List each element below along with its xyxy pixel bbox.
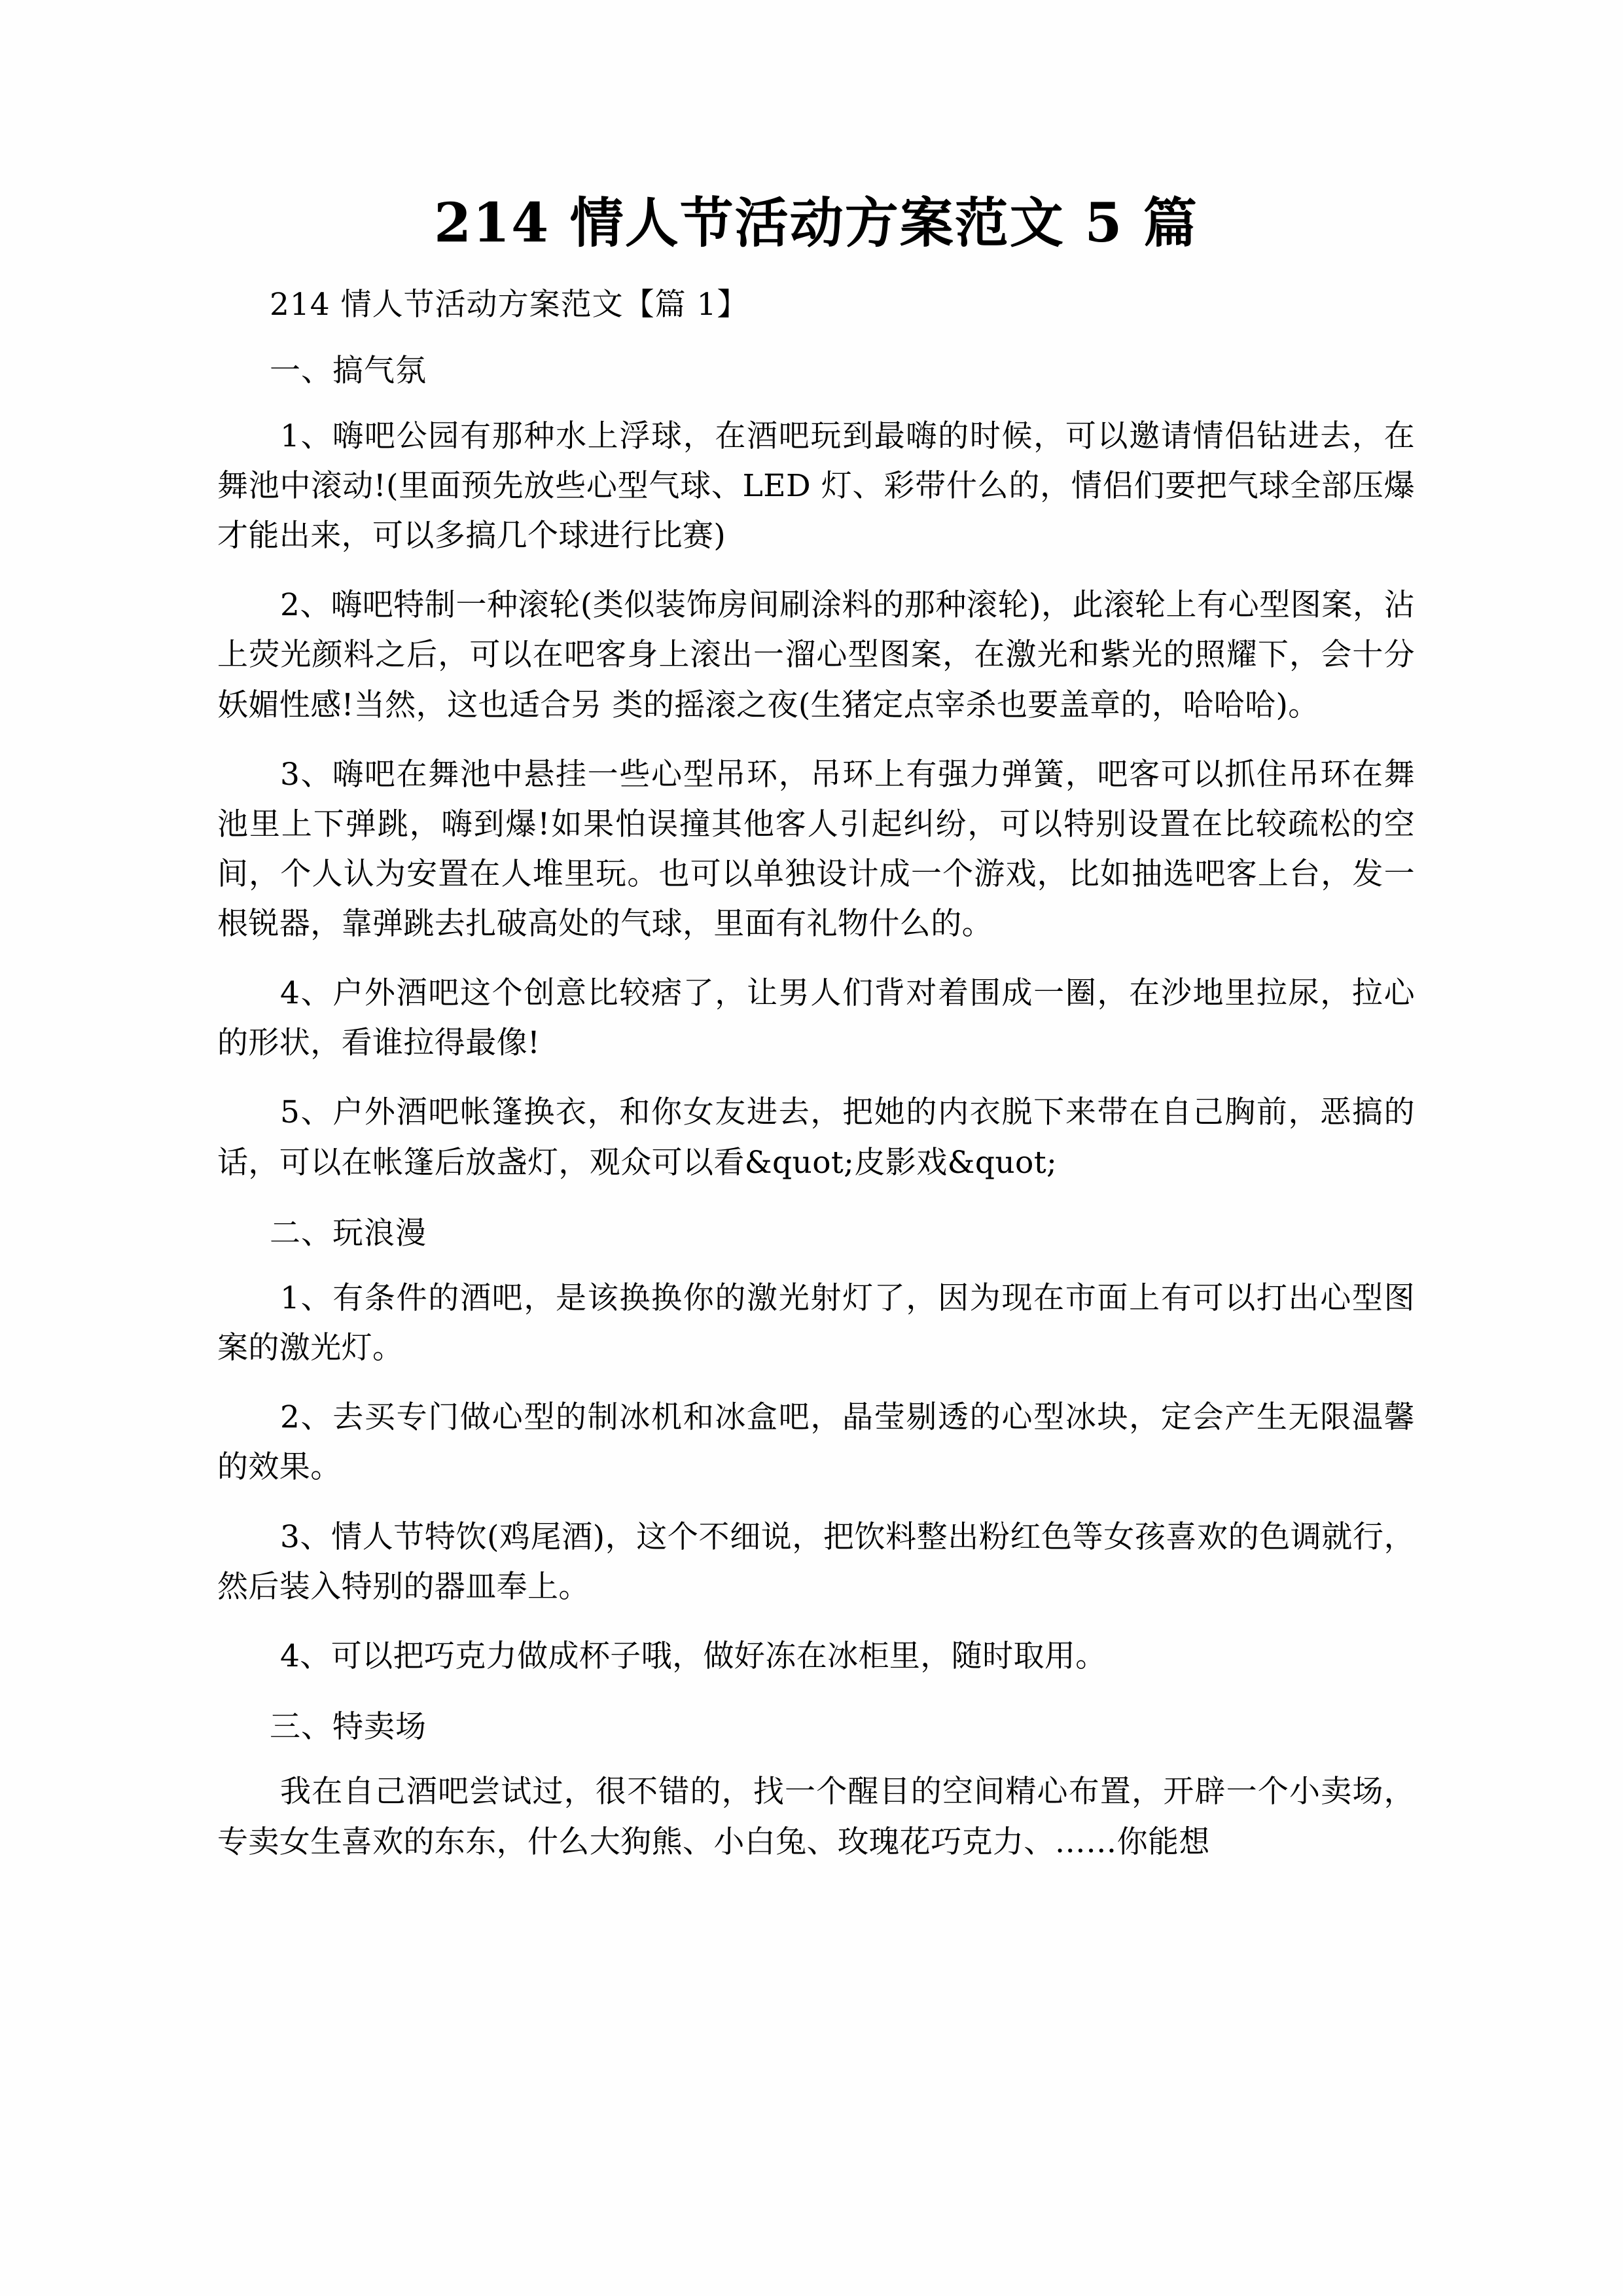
paragraph: 4、可以把巧克力做成杯子哦，做好冻在冰柜里，随时取用。 xyxy=(280,1638,1107,1674)
document-subtitle: 214 情人节活动方案范文【篇 1】 xyxy=(270,287,749,323)
paragraph: 5、户外酒吧帐篷换衣，和你女友进去，把她的内衣脱下来带在自己胸前，恶搞的话，可以在帐篷后放盏灯，观众可以看&quot;皮影戏&quot; xyxy=(217,1094,1415,1181)
paragraph: 1、有条件的酒吧，是该换换你的激光射灯了，因为现在市面上有可以打出心型图案的激光灯。 xyxy=(217,1280,1415,1367)
paragraph: 2、去买专门做心型的制冰机和冰盒吧，晶莹剔透的心型冰块，定会产生无限温馨的效果。 xyxy=(217,1399,1415,1486)
document-content-column xyxy=(217,0,1415,1867)
paragraph: 3、情人节特饮(鸡尾酒)，这个不细说，把饮料整出粉红色等女孩喜欢的色调就行，然后装入特别的器皿奉上。 xyxy=(217,1518,1415,1605)
paragraph: 2、嗨吧特制一种滚轮(类似装饰房间刷涂料的那种滚轮)，此滚轮上有心型图案，沾上荧光颜料之后，可以在吧客身上滚出一溜心型图案，在激光和紫光的照耀下，会十分妖媚性感!当然，这也适合另 类的摇滚之夜(生猪定点宰杀也要盖章的，哈哈哈)。 xyxy=(217,587,1415,723)
section-heading-1: 一、搞气氛 xyxy=(270,353,427,389)
paragraph: 我在自己酒吧尝试过，很不错的，找一个醒目的空间精心布置，开辟一个小卖场，专卖女生喜欢的东东，什么大狗熊、小白兔、玫瑰花巧克力、……你能想 xyxy=(217,1774,1415,1860)
section-heading-2: 二、玩浪漫 xyxy=(270,1215,427,1251)
section-heading-3: 三、特卖场 xyxy=(270,1708,427,1745)
page-title: 214 情人节活动方案范文 5 篇 xyxy=(434,192,1198,255)
paragraph: 3、嗨吧在舞池中悬挂一些心型吊环，吊环上有强力弹簧，吧客可以抓住吊环在舞池里上下弹跳，嗨到爆!如果怕误撞其他客人引起纠纷，可以特别设置在比较疏松的空间，个人认为安置在人堆里玩。也可以单独设计成一个游戏，比如抽选吧客上台，发一根锐器，靠弹跳去扎破高处的气球，里面有礼物什么的。 xyxy=(217,756,1415,942)
paragraph: 4、户外酒吧这个创意比较痞了，让男人们背对着围成一圈，在沙地里拉尿，拉心的形状，看谁拉得最像! xyxy=(217,975,1415,1062)
paragraph: 1、嗨吧公园有那种水上浮球，在酒吧玩到最嗨的时候，可以邀请情侣钻进去，在舞池中滚动!(里面预先放些心型气球、LED 灯、彩带什么的，情侣们要把气球全部压爆才能出来，可以多搞几个球进行比赛) xyxy=(217,418,1415,554)
